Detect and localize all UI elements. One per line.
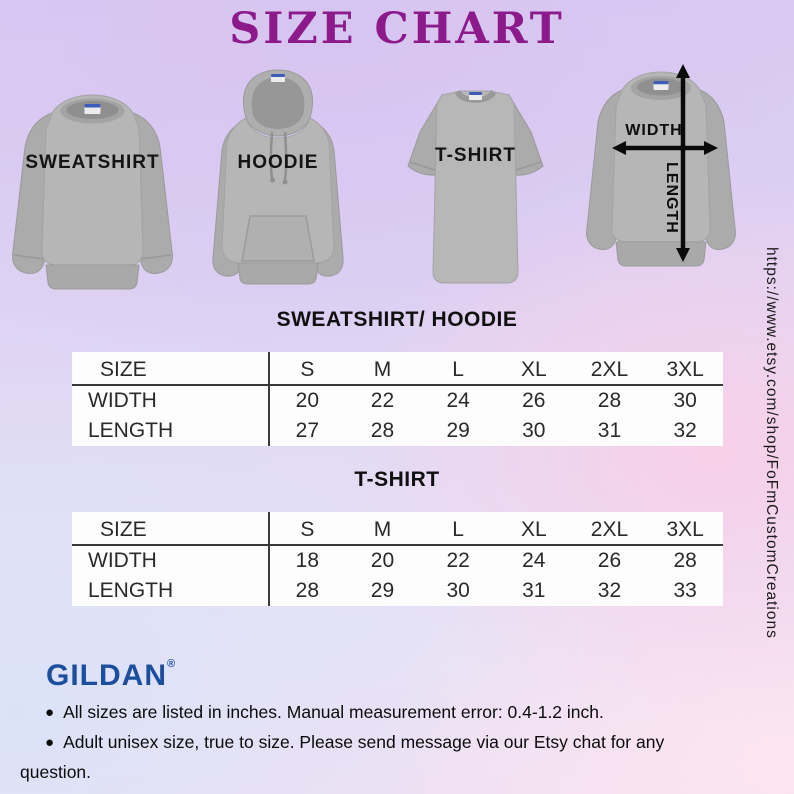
- col-header-s: S: [269, 352, 345, 385]
- col-header-3xl: 3XL: [647, 352, 723, 385]
- cell: 18: [295, 549, 319, 572]
- col-header-l: L: [420, 512, 496, 545]
- cell: 28: [673, 549, 697, 572]
- note-text: Adult unisex size, true to size. Please send message via our Etsy chat for any question.: [20, 732, 665, 782]
- cell: 30: [522, 419, 546, 442]
- notes-section: [20, 698, 720, 786]
- col-header-xl: XL: [496, 352, 572, 385]
- cell: 27: [295, 419, 319, 442]
- col-header-size: SIZE: [72, 512, 269, 545]
- cell: 24: [446, 389, 470, 412]
- row-label: WIDTH: [72, 385, 269, 416]
- cell: 33: [673, 579, 697, 602]
- bullet-icon: ●: [45, 704, 55, 721]
- col-header-m: M: [345, 352, 421, 385]
- table-header-row: [72, 352, 723, 385]
- note-fit: [20, 728, 720, 786]
- cell: 31: [522, 579, 546, 602]
- row-label: WIDTH: [72, 545, 269, 576]
- cell: 31: [597, 419, 622, 442]
- kangaroo-pocket: [242, 216, 314, 261]
- etsy-shop-url: https://www.etsy.com/shop/FoFmCustomCreations: [763, 247, 780, 639]
- cell: 24: [522, 549, 546, 572]
- sweatshirt-label: SWEATSHIRT: [25, 152, 160, 173]
- cell: 28: [370, 419, 395, 442]
- col-header-s: S: [269, 512, 345, 545]
- width-row: [72, 385, 723, 416]
- cell: 29: [370, 579, 395, 602]
- cell: 28: [295, 579, 319, 602]
- hoodie-label: HOODIE: [237, 152, 319, 173]
- col-header-xl: XL: [496, 512, 572, 545]
- row-label: LENGTH: [72, 416, 269, 446]
- cell: 30: [673, 389, 697, 412]
- cell: 28: [597, 389, 622, 412]
- gildan-logo-text: GILDAN: [46, 659, 167, 692]
- hoodie-image: [192, 66, 364, 291]
- cell: 22: [446, 549, 470, 572]
- cell: 26: [597, 549, 622, 572]
- cell: 32: [673, 419, 697, 442]
- tshirt-label: T-SHIRT: [435, 145, 516, 166]
- width-row: [72, 545, 723, 576]
- cell: 29: [446, 419, 470, 442]
- length-row: [72, 576, 723, 606]
- col-header-3xl: 3XL: [647, 512, 723, 545]
- col-header-m: M: [345, 512, 421, 545]
- sweatshirt-image: [0, 85, 185, 300]
- col-header-2xl: 2XL: [572, 512, 648, 545]
- tshirt-image: [398, 78, 553, 290]
- sweatshirt-graphic: [0, 85, 185, 300]
- col-header-2xl: 2XL: [572, 352, 648, 385]
- cell: 20: [370, 549, 395, 572]
- hoodie-graphic: [192, 66, 364, 291]
- tshirt-graphic: [398, 78, 553, 290]
- length-annotation: LENGTH: [663, 162, 680, 234]
- cell: 30: [446, 579, 470, 602]
- note-sizes: [20, 698, 720, 728]
- tshirt-heading: T-SHIRT: [354, 468, 440, 491]
- col-header-size: SIZE: [72, 352, 269, 385]
- sweatshirt-hoodie-heading: SWEATSHIRT/ HOODIE: [276, 308, 518, 331]
- width-annotation: WIDTH: [625, 122, 683, 139]
- page-title: SIZE CHART: [229, 4, 565, 54]
- cell: 20: [295, 389, 319, 412]
- measured-sweatshirt-image: [572, 60, 750, 285]
- col-header-l: L: [420, 352, 496, 385]
- length-row: [72, 416, 723, 446]
- cell: 32: [597, 579, 622, 602]
- cell: 26: [522, 389, 546, 412]
- table-header-row: [72, 512, 723, 545]
- registered-mark: ®: [167, 658, 176, 670]
- tshirt-table: [72, 512, 723, 606]
- sweatshirt-hoodie-table: [72, 352, 723, 446]
- bullet-icon: ●: [45, 734, 55, 751]
- cell: 22: [370, 389, 395, 412]
- gildan-logo: [46, 658, 175, 693]
- note-text: All sizes are listed in inches. Manual measurement error: 0.4-1.2 inch.: [63, 702, 604, 722]
- row-label: LENGTH: [72, 576, 269, 606]
